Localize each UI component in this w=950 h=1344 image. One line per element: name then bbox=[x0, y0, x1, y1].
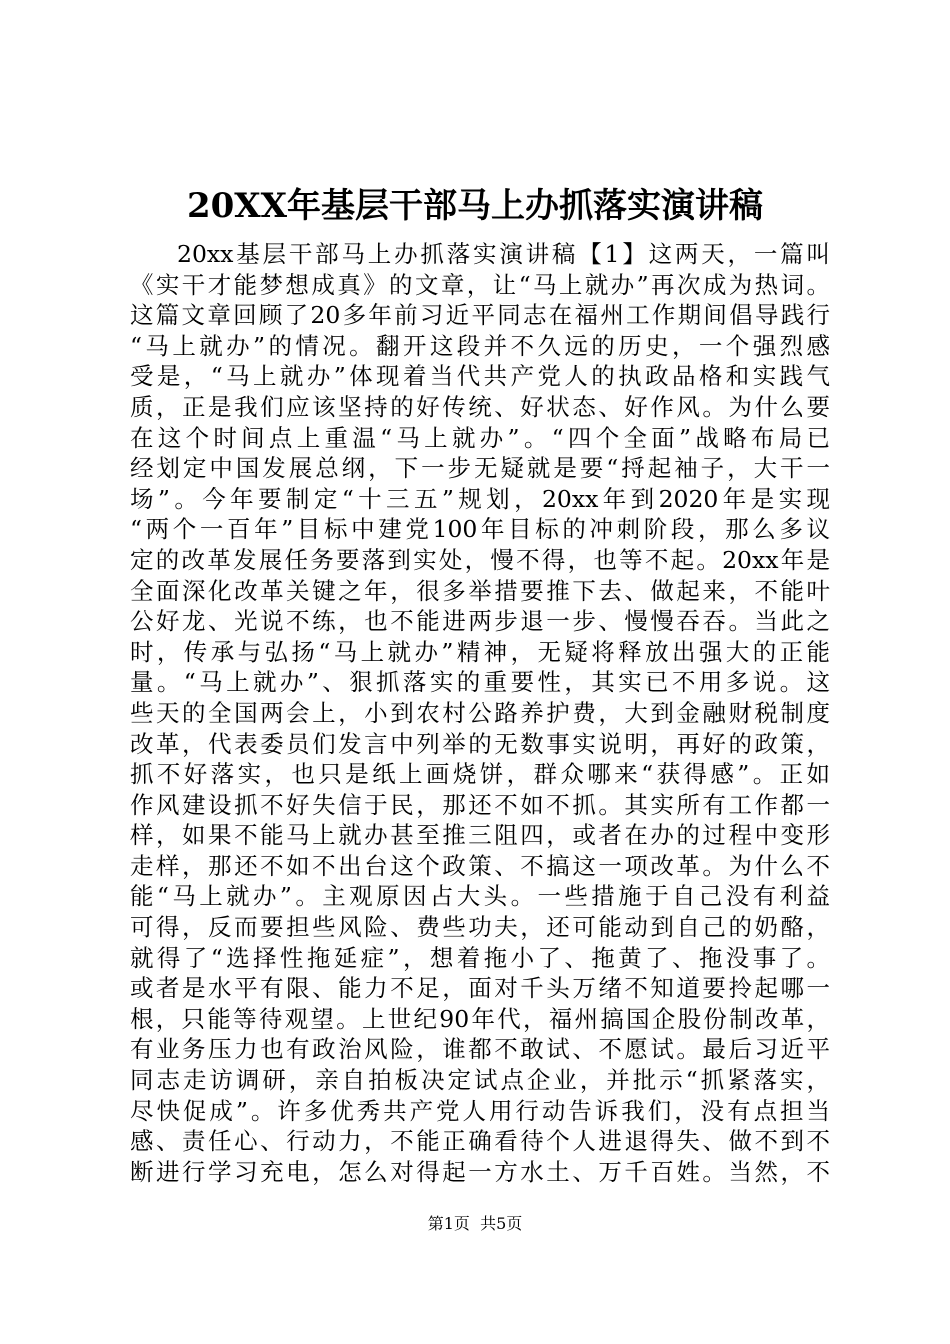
body-line: 样，如果不能马上就办甚至推三阻四，或者在办的过程中变形 bbox=[130, 821, 830, 850]
body-line: 感、责任心、行动力，不能正确看待个人进退得失、做不到不 bbox=[130, 1127, 830, 1156]
page-footer bbox=[0, 1213, 950, 1235]
body-line: 根，只能等待观望。上世纪90年代，福州搞国企股份制改革， bbox=[130, 1004, 830, 1033]
body-line: 公好龙、光说不练，也不能进两步退一步、慢慢吞吞。当此之 bbox=[130, 607, 830, 636]
body-line: 或者是水平有限、能力不足，面对千头万绪不知道要拎起哪一 bbox=[130, 974, 830, 1003]
body-line: 改革，代表委员们发言中列举的无数事实说明，再好的政策， bbox=[130, 729, 830, 758]
body-line: 定的改革发展任务要落到实处，慢不得，也等不起。20xx年是 bbox=[130, 545, 830, 574]
body-line: 抓不好落实，也只是纸上画烧饼，群众哪来“获得感”。正如 bbox=[130, 760, 830, 789]
page-number: 第1页 bbox=[427, 1214, 470, 1233]
body-line: 断进行学习充电，怎么对得起一方水土、万千百姓。当然，不 bbox=[130, 1157, 830, 1186]
body-line: 在这个时间点上重温“马上就办”。“四个全面”战略布局已 bbox=[130, 423, 830, 452]
body-line: 全面深化改革关键之年，很多举措要推下去、做起来，不能叶 bbox=[130, 576, 830, 605]
body-line: 些天的全国两会上，小到农村公路养护费，大到金融财税制度 bbox=[130, 698, 830, 727]
document-body bbox=[130, 239, 830, 1187]
body-line: 20xx基层干部马上办抓落实演讲稿【1】这两天，一篇叫 bbox=[177, 240, 830, 268]
page-total: 共5页 bbox=[480, 1214, 523, 1233]
body-line: 有业务压力也有政治风险，谁都不敢试、不愿试。最后习近平 bbox=[130, 1035, 830, 1064]
body-line: “两个一百年”目标中建党100年目标的冲刺阶段，那么多议 bbox=[130, 515, 830, 544]
body-line: 质，正是我们应该坚持的好传统、好状态、好作风。为什么要 bbox=[130, 392, 830, 421]
body-line: 就得了“选择性拖延症”，想着拖小了、拖黄了、拖没事了。 bbox=[130, 943, 830, 972]
body-line: 《实干才能梦想成真》的文章，让“马上就办”再次成为热词。 bbox=[130, 270, 830, 299]
body-line: “马上就办”的情况。翻开这段并不久远的历史，一个强烈感 bbox=[130, 331, 830, 360]
body-line: 可得，反而要担些风险、费些功夫，还可能动到自己的奶酪， bbox=[130, 913, 830, 942]
body-line: 量。“马上就办”、狠抓落实的重要性，其实已不用多说。这 bbox=[130, 668, 830, 697]
body-line: 经划定中国发展总纲，下一步无疑就是要“捋起袖子，大干一 bbox=[130, 454, 830, 483]
footer-separator bbox=[470, 1214, 480, 1233]
body-line: 时，传承与弘扬“马上就办”精神，无疑将释放出强大的正能 bbox=[130, 637, 830, 666]
body-line: 这篇文章回顾了20多年前习近平同志在福州工作期间倡导践行 bbox=[130, 301, 830, 330]
body-line: 受是，“马上就办”体现着当代共产党人的执政品格和实践气 bbox=[130, 362, 830, 391]
body-line: 同志走访调研，亲自拍板决定试点企业，并批示“抓紧落实， bbox=[130, 1066, 830, 1095]
body-line: 走样，那还不如不出台这个政策、不搞这一项改革。为什么不 bbox=[130, 851, 830, 880]
body-line: 场”。今年要制定“十三五”规划，20xx年到2020年是实现 bbox=[130, 484, 830, 513]
body-line: 尽快促成”。许多优秀共产党人用行动告诉我们，没有点担当 bbox=[130, 1096, 830, 1125]
document-title: 20XX年基层干部马上办抓落实演讲稿 bbox=[186, 186, 764, 226]
body-line: 能“马上就办”。主观原因占大头。一些措施于自己没有利益 bbox=[130, 882, 830, 911]
body-line: 作风建设抓不好失信于民，那还不如不抓。其实所有工作都一 bbox=[130, 790, 830, 819]
